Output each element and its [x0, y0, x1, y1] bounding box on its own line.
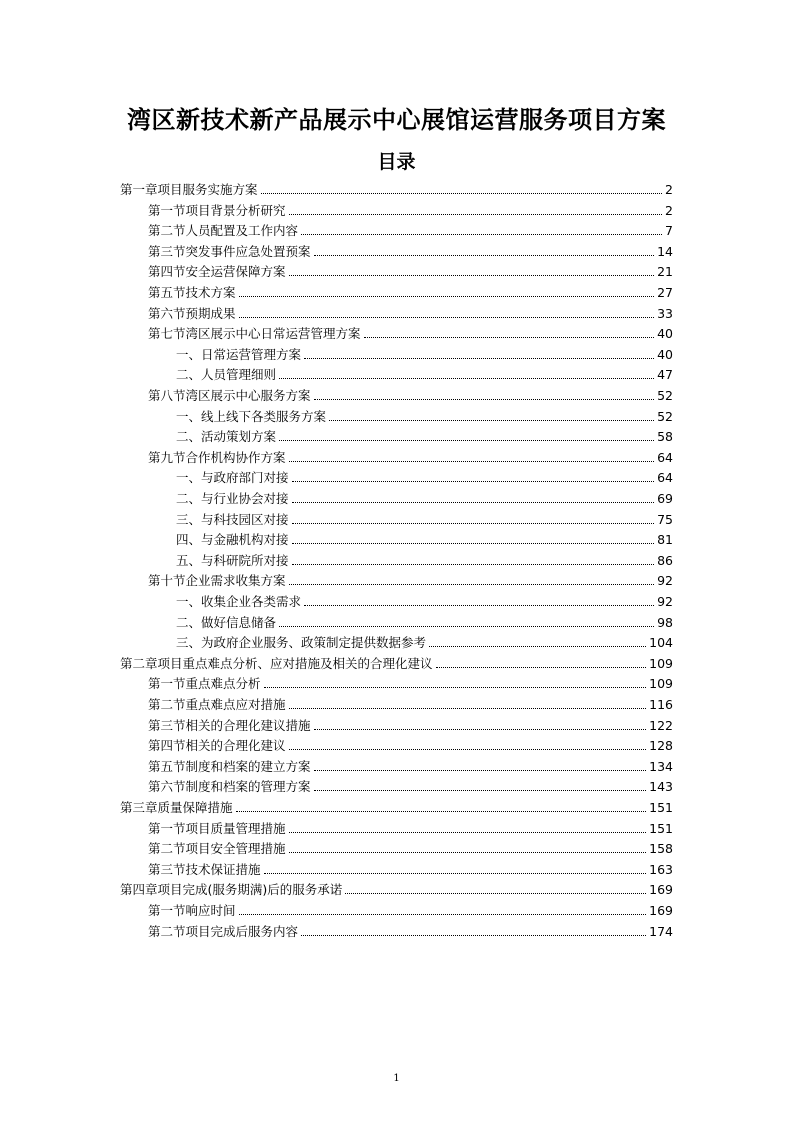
toc-leader-dots [264, 687, 647, 688]
toc-entry[interactable] [148, 282, 673, 302]
toc-entry-page: 151 [649, 800, 673, 815]
toc-entry[interactable] [120, 653, 673, 673]
toc-entry-page: 2 [665, 202, 673, 218]
toc-leader-dots [314, 790, 647, 791]
toc-entry[interactable] [148, 241, 673, 261]
toc-entry[interactable] [148, 715, 673, 735]
toc-entry-label: 第一节响应时间 [148, 903, 236, 918]
toc-leader-dots [289, 584, 655, 585]
toc-entry[interactable] [176, 529, 673, 549]
toc-entry-label: 五、与科研院所对接 [176, 552, 289, 568]
toc-entry-label: 第一节项目质量管理措施 [148, 820, 286, 836]
toc-entry-page: 86 [657, 552, 673, 568]
toc-entry-label: 三、与科技园区对接 [176, 511, 289, 527]
toc-entry-page: 21 [657, 264, 673, 280]
toc-entry-label: 第二节人员配置及工作内容 [148, 223, 299, 239]
toc-entry-label: 第四章项目完成(服务期满)后的服务承诺 [120, 882, 343, 898]
toc-entry-page: 92 [657, 594, 673, 609]
toc-entry-page: 116 [649, 697, 673, 712]
toc-entry-page: 122 [649, 717, 673, 733]
toc-entry[interactable] [148, 200, 673, 220]
toc-entry-page: 64 [657, 470, 673, 486]
toc-leader-dots [304, 358, 654, 359]
toc-entry-page: 128 [649, 738, 673, 754]
toc-entry[interactable] [148, 673, 673, 693]
toc-entry-label: 第七节湾区展示中心日常运营管理方案 [148, 326, 361, 342]
toc-entry[interactable] [148, 735, 673, 755]
toc-leader-dots [301, 935, 646, 936]
toc-leader-dots [289, 708, 647, 709]
toc-leader-dots [289, 749, 647, 750]
toc-entry-label: 第二节项目安全管理措施 [148, 841, 286, 857]
toc-leader-dots [289, 461, 655, 462]
toc-entry[interactable] [148, 921, 673, 941]
toc-leader-dots [289, 275, 655, 276]
toc-leader-dots [289, 832, 647, 833]
toc-entry-label: 第五节制度和档案的建立方案 [148, 758, 311, 774]
toc-leader-dots [304, 605, 654, 606]
toc-entry-page: 64 [657, 449, 673, 465]
toc-leader-dots [292, 543, 655, 544]
toc-entry[interactable] [120, 879, 673, 899]
toc-entry-page: 33 [657, 305, 673, 321]
toc-leader-dots [314, 399, 655, 400]
toc-leader-dots [292, 481, 655, 482]
toc-entry-label: 第一节项目背景分析研究 [148, 202, 286, 218]
toc-entry[interactable] [148, 818, 673, 838]
toc-entry-page: 2 [665, 182, 673, 197]
toc-leader-dots [279, 440, 654, 441]
toc-entry-label: 第四节相关的合理化建议 [148, 738, 286, 754]
toc-leader-dots [289, 852, 647, 853]
toc-entry-label: 第三章质量保障措施 [120, 800, 233, 815]
toc-entry-page: 69 [657, 491, 673, 506]
toc-entry-label: 第一章项目服务实施方案 [120, 182, 258, 197]
toc-entry[interactable] [148, 776, 673, 796]
toc-entry-label: 一、收集企业各类需求 [176, 594, 302, 609]
toc-entry[interactable] [176, 406, 673, 426]
toc-entry[interactable] [148, 694, 673, 714]
toc-entry[interactable] [148, 323, 673, 343]
toc-entry-page: 169 [649, 903, 673, 918]
toc-leader-dots [364, 337, 655, 338]
toc-entry-page: 14 [657, 243, 673, 259]
toc-entry[interactable] [176, 344, 673, 364]
toc-entry[interactable] [148, 859, 673, 879]
toc-entry-label: 第二节项目完成后服务内容 [148, 923, 299, 939]
toc-leader-dots [261, 193, 663, 194]
toc-entry-page: 151 [649, 820, 673, 836]
toc-entry-page: 47 [657, 367, 673, 383]
toc-leader-dots [239, 317, 655, 318]
toc-entry[interactable] [176, 632, 673, 652]
toc-entry-label: 第六节预期成果 [148, 305, 236, 321]
toc-entry[interactable] [176, 426, 673, 446]
toc-entry-label: 一、与政府部门对接 [176, 470, 289, 486]
toc-entry-page: 40 [657, 326, 673, 342]
toc-entry[interactable] [148, 303, 673, 323]
toc-leader-dots [314, 770, 647, 771]
toc-entry-label: 第三节技术保证措施 [148, 861, 261, 877]
toc-entry-label: 二、人员管理细则 [176, 367, 277, 383]
toc-leader-dots [239, 914, 647, 915]
toc-leader-dots [264, 873, 647, 874]
toc-entry[interactable] [176, 591, 673, 611]
toc-entry-label: 三、为政府企业服务、政策制定提供数据参考 [176, 635, 427, 651]
page-number: 1 [393, 1073, 400, 1084]
toc-entry-label: 第一节重点难点分析 [148, 676, 261, 692]
toc-leader-dots [292, 523, 655, 524]
toc-leader-dots [279, 626, 654, 627]
toc-entry[interactable] [176, 509, 673, 529]
toc-entry[interactable] [148, 900, 673, 920]
toc-entry[interactable] [148, 447, 673, 467]
toc-entry[interactable] [176, 612, 673, 632]
toc-entry-label: 第八节湾区展示中心服务方案 [148, 388, 311, 403]
toc-entry-label: 一、线上线下各类服务方案 [176, 408, 327, 424]
document-title: 湾区新技术新产品展示中心展馆运营服务项目方案 [127, 106, 666, 134]
toc-entry-label: 第九节合作机构协作方案 [148, 449, 286, 465]
toc-entry-page: 143 [649, 779, 673, 795]
toc-entry[interactable] [176, 364, 673, 384]
toc-leader-dots [301, 234, 662, 235]
toc-leader-dots [236, 811, 647, 812]
toc-entry[interactable] [148, 570, 673, 590]
toc-entry[interactable] [176, 550, 673, 570]
toc-entry-label: 二、做好信息储备 [176, 614, 277, 630]
toc-entry[interactable] [148, 385, 673, 405]
toc-entry-label: 一、日常运营管理方案 [176, 346, 302, 362]
toc-leader-dots [279, 378, 654, 379]
toc-entry-page: 169 [649, 882, 673, 898]
toc-entry-label: 四、与金融机构对接 [176, 532, 289, 548]
toc-leader-dots [429, 646, 646, 647]
toc-entry[interactable] [148, 756, 673, 776]
toc-leader-dots [289, 214, 663, 215]
toc-leader-dots [292, 502, 655, 503]
toc-entry-label: 第四节安全运营保障方案 [148, 264, 286, 280]
toc-entry-page: 75 [657, 511, 673, 527]
toc-entry-label: 第三节突发事件应急处置预案 [148, 243, 311, 259]
toc-entry-label: 第十节企业需求收集方案 [148, 573, 286, 589]
toc-entry-page: 58 [657, 429, 673, 445]
toc-entry-page: 109 [649, 676, 673, 692]
toc-entry-page: 52 [657, 388, 673, 403]
toc-entry-page: 134 [649, 758, 673, 774]
toc-entry-page: 92 [657, 573, 673, 589]
toc-entry[interactable] [148, 261, 673, 281]
toc-leader-dots [345, 893, 646, 894]
toc-leader-dots [292, 564, 655, 565]
toc-entry-page: 27 [657, 285, 673, 300]
toc-heading: 目录 [377, 151, 416, 173]
toc-entry[interactable] [120, 179, 673, 199]
toc-entry-label: 第二章项目重点难点分析、应对措施及相关的合理化建议 [120, 655, 433, 671]
toc-entry-page: 109 [649, 655, 673, 671]
toc-entry-page: 104 [649, 635, 673, 651]
toc-entry[interactable] [120, 797, 673, 817]
toc-entry-page: 7 [665, 223, 673, 239]
toc-leader-dots [314, 255, 655, 256]
toc-entry-page: 158 [649, 841, 673, 857]
toc-entry[interactable] [176, 488, 673, 508]
toc-entry-page: 40 [657, 346, 673, 362]
toc-entry-page: 163 [649, 861, 673, 877]
toc-entry[interactable] [148, 838, 673, 858]
toc-entry-label: 第五节技术方案 [148, 285, 236, 300]
toc-entry-page: 81 [657, 532, 673, 548]
toc-entry[interactable] [176, 467, 673, 487]
toc-entry-label: 第三节相关的合理化建议措施 [148, 717, 311, 733]
toc-leader-dots [329, 420, 654, 421]
toc-entry-label: 二、与行业协会对接 [176, 491, 289, 506]
toc-entry-page: 174 [649, 923, 673, 939]
toc-leader-dots [239, 296, 655, 297]
toc-entry-label: 二、活动策划方案 [176, 429, 277, 445]
toc-entry-label: 第二节重点难点应对措施 [148, 697, 286, 712]
toc-entry[interactable] [148, 220, 673, 240]
toc-leader-dots [314, 729, 647, 730]
toc-leader-dots [436, 667, 647, 668]
toc-entry-page: 98 [657, 614, 673, 630]
toc-entry-page: 52 [657, 408, 673, 424]
toc-entry-label: 第六节制度和档案的管理方案 [148, 779, 311, 795]
